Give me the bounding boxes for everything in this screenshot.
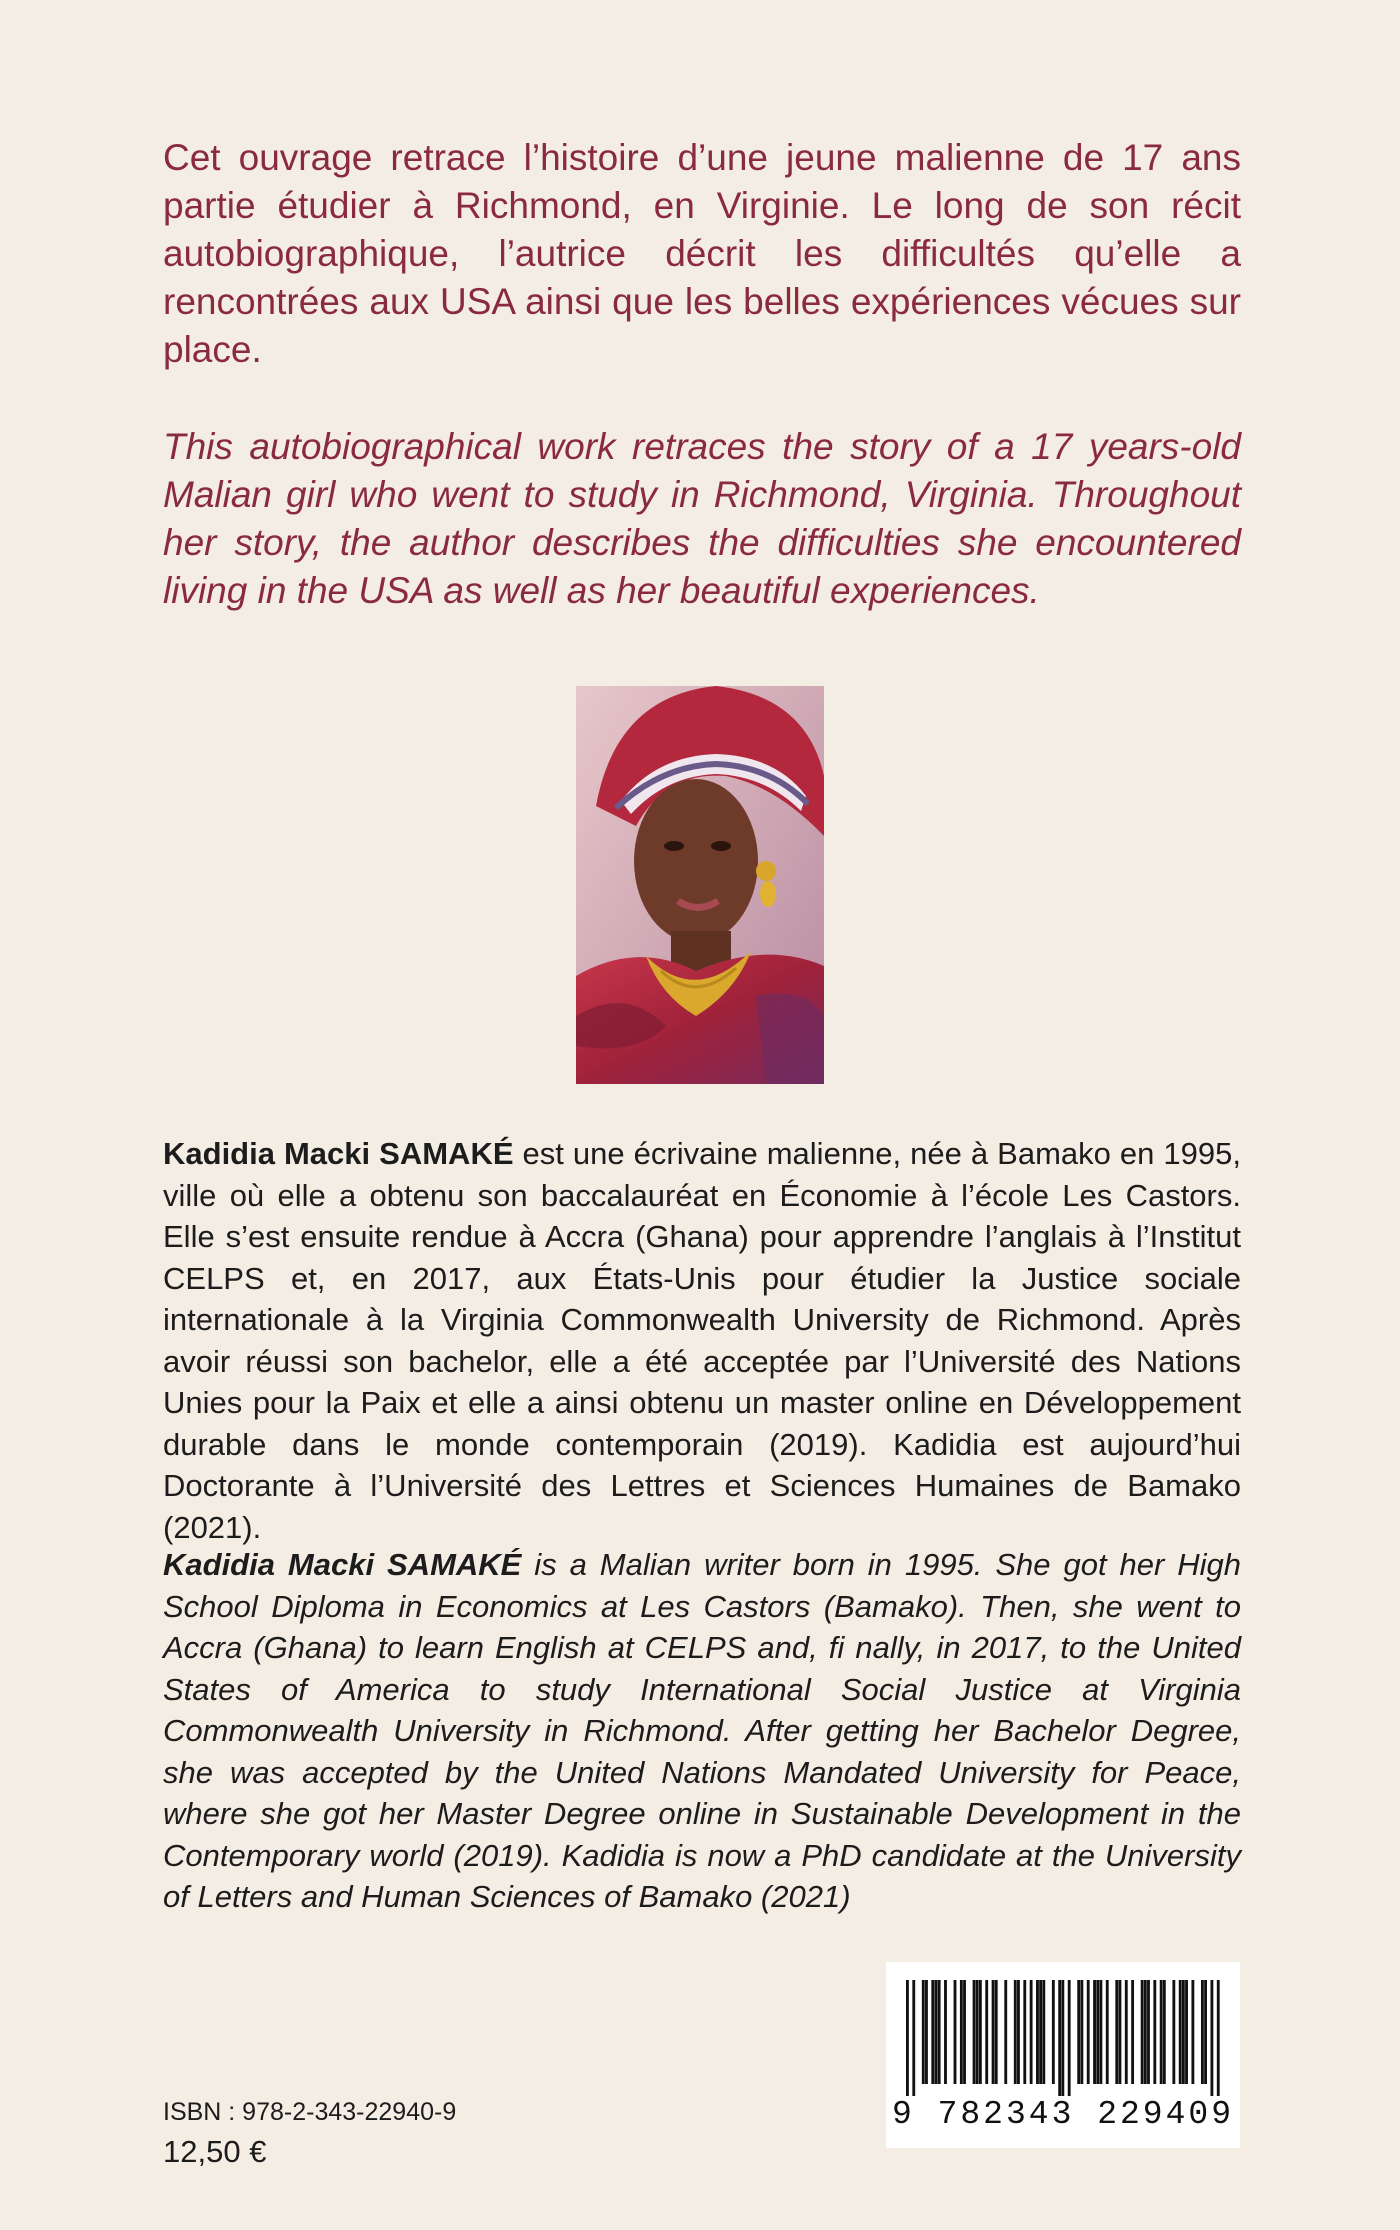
barcode-bar — [995, 1980, 998, 2084]
barcode-bar — [1096, 1980, 1099, 2084]
barcode-bar — [1131, 1980, 1134, 2084]
barcode-bar — [1217, 1980, 1220, 2096]
barcode-bar — [1125, 1980, 1128, 2084]
barcode-bar — [1052, 1980, 1055, 2084]
barcode-digits: 9 782343 229409 — [891, 2096, 1235, 2133]
barcode-bar — [1036, 1980, 1039, 2084]
barcode-bar — [992, 1980, 995, 2084]
barcode-bar — [1087, 1980, 1090, 2084]
barcode-bar — [976, 1980, 979, 2084]
barcode-bar — [1014, 1980, 1017, 2084]
barcode-bar — [944, 1980, 947, 2084]
barcode-bar — [1191, 1980, 1194, 2084]
barcode-bar — [925, 1980, 928, 2084]
barcode-bar — [1099, 1980, 1102, 2084]
barcode-bar — [1204, 1980, 1207, 2084]
price-label: 12,50 € — [163, 2134, 267, 2169]
barcode-bar — [912, 1980, 915, 2096]
barcode-bar — [1141, 1980, 1144, 2084]
barcode-bar — [922, 1980, 925, 2084]
barcode-bar — [935, 1980, 938, 2084]
barcode-bar — [960, 1980, 963, 2084]
barcode-bar — [1160, 1980, 1163, 2084]
barcode-bar — [1201, 1980, 1204, 2084]
barcode-bar — [1163, 1980, 1166, 2084]
barcode-bar — [1042, 1980, 1045, 2084]
barcode-bar — [963, 1980, 966, 2084]
barcode-bar — [1077, 1980, 1080, 2084]
author-bio-english-text: is a Malian writer born in 1995. She got her High School Diploma in Economics at Les Castors (Bamako). Then, she went to Accra (Ghana) to learn English at CELPS and, fi nally, in 2017, to the United States of America to study International Social Justice at Virginia Commonwealth University in Richmond. After getting her Bachelor Degree, she was accepted by the United Nations Mandated University for Peace, where she got her Master Degree online in Sustainable Development in the Contemporary world (2019). Kadidia is now a PhD candidate at the University of Letters and Human Sciences of Bamako (2021) — [163, 1547, 1241, 1914]
barcode-bar — [1093, 1980, 1096, 2084]
author-portrait — [576, 686, 824, 1084]
barcode-bar — [1115, 1980, 1118, 2084]
barcode-bar — [1061, 1980, 1064, 2096]
author-name-en: Kadidia Macki SAMAKÉ — [163, 1547, 522, 1582]
barcode-bar — [1179, 1980, 1182, 2084]
barcode-bar — [1004, 1980, 1007, 2084]
barcode-bar — [979, 1980, 982, 2084]
barcode-bar — [1080, 1980, 1083, 2084]
barcode-bar — [1147, 1980, 1150, 2084]
barcode-bar — [985, 1980, 988, 2084]
author-bio-english — [163, 1544, 1241, 1918]
barcode-bars — [906, 1980, 1220, 2096]
author-bio-french-text: est une écrivaine malienne, née à Bamako en 1995, ville où elle a obtenu son baccalauréat en Économie à l’école Les Castors. Elle s’est ensuite rendue à Accra (Ghana) pour apprendre l’anglais à l’Institut CELPS et, en 2017, aux États-Unis pour étudier la Justice sociale internationale à la Virginia Commonwealth University de Richmond. Après avoir réussi son bachelor, elle a été acceptée par l’Université des Nations Unies pour la Paix et elle a ainsi obtenu un master online en Développement durable dans le monde contemporain (2019). Kadidia est aujourd’hui Doctorante à l’Université des Lettres et Sciences Humaines de Bamako (2021). — [163, 1136, 1241, 1545]
barcode-bar — [954, 1980, 957, 2084]
barcode-bar — [1106, 1980, 1109, 2084]
barcode-bar — [906, 1980, 909, 2096]
barcode — [886, 1962, 1240, 2148]
barcode-bar — [1119, 1980, 1122, 2084]
barcode-bar — [1153, 1980, 1156, 2084]
barcode-bar — [931, 1980, 934, 2084]
barcode-bar — [1017, 1980, 1020, 2084]
barcode-bar — [1144, 1980, 1147, 2084]
barcode-bar — [1058, 1980, 1061, 2096]
barcode-bar — [1023, 1980, 1026, 2084]
barcode-bar — [1068, 1980, 1071, 2096]
blurb-french: Cet ouvrage retrace l’histoire d’une jeune malienne de 17 ans partie étudier à Richmond, en Virginie. Le long de son récit autobiographique, l’autrice décrit les difficultés qu’elle a rencontrées aux USA ainsi que les belles expériences vécues sur place. — [163, 137, 1241, 370]
author-name-fr: Kadidia Macki SAMAKÉ — [163, 1136, 514, 1171]
barcode-bar — [1182, 1980, 1185, 2084]
blurb-english: This autobiographical work retraces the story of a 17 years-old Malian girl who went to study in Richmond, Virginia. Throughout her story, the author describes the difficulties she encountered living in the USA as well as her beautiful experiences. — [163, 426, 1241, 611]
barcode-bar — [1185, 1980, 1188, 2084]
barcode-bar — [1039, 1980, 1042, 2084]
barcode-bar — [938, 1980, 941, 2084]
author-bio-french — [163, 1133, 1241, 1548]
isbn-label: ISBN : 978-2-343-22940-9 — [163, 2098, 457, 2126]
barcode-bar — [1210, 1980, 1213, 2096]
barcode-bar — [1172, 1980, 1175, 2084]
barcode-bar — [973, 1980, 976, 2084]
barcode-bar — [1030, 1980, 1033, 2084]
